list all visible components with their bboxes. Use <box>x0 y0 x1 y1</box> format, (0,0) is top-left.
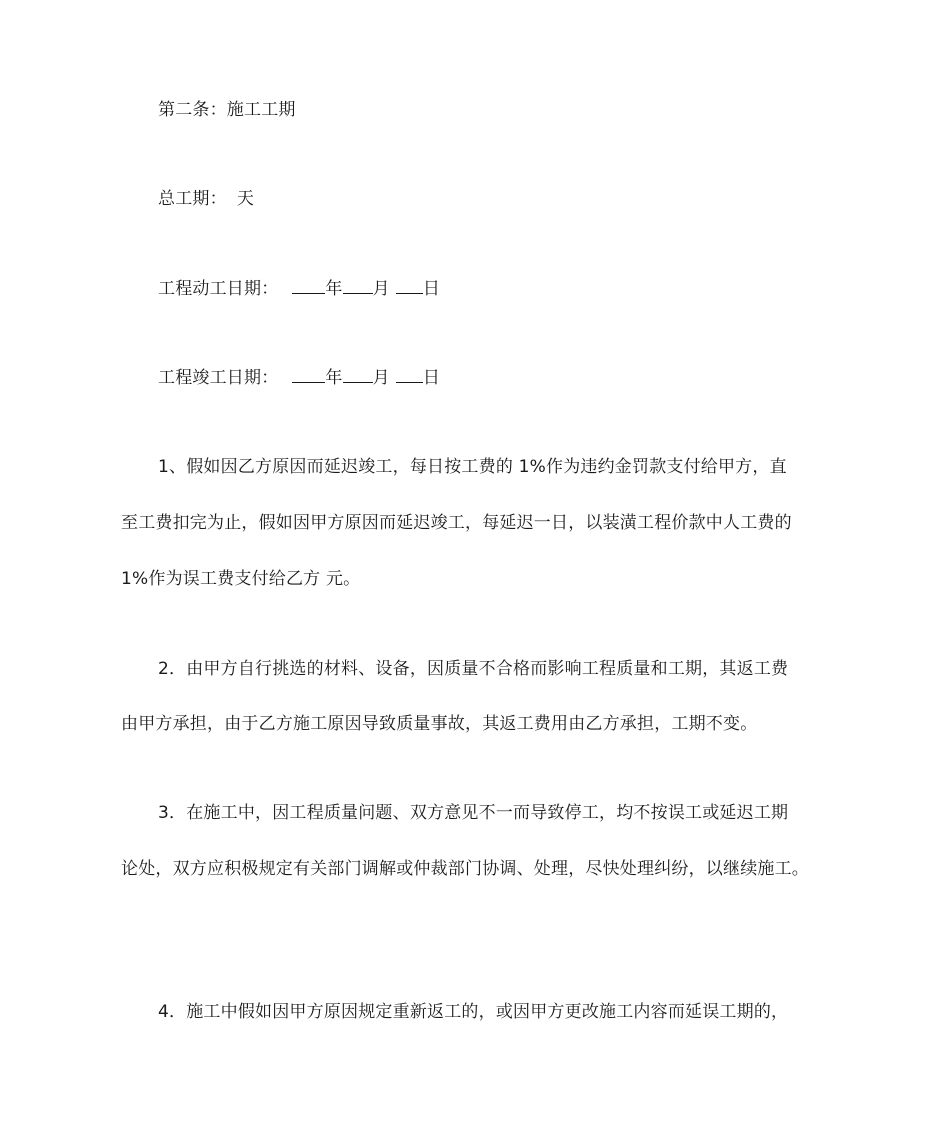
start-year-text: 年 <box>325 279 343 299</box>
start-day-blank <box>396 277 423 294</box>
end-day-text: 日 <box>422 368 441 388</box>
end-month-blank <box>343 366 373 383</box>
start-day-text: 日 <box>422 279 441 299</box>
total-duration-line <box>158 187 254 211</box>
end-year-blank <box>292 366 325 383</box>
clause-2-line-1: 2．由甲方自行挑选的材料、设备，因质量不合格而影响工程质量和工期，其返工费 <box>158 659 789 679</box>
clause-1-line-1: 1、假如因乙方原因而延迟竣工，每日按工费的 1%作为违约金罚款支付给甲方，直 <box>158 457 787 477</box>
start-month-blank <box>343 277 373 294</box>
total-duration-unit: 天 <box>236 189 255 209</box>
total-duration-label: 总工期： <box>158 189 227 209</box>
end-date-line <box>158 366 440 390</box>
end-date-label: 工程竣工日期： <box>158 368 279 388</box>
end-month-text: 月 <box>372 368 390 388</box>
end-year-text: 年 <box>325 368 343 388</box>
clause-3-line-2: 论处，双方应积极规定有关部门调解或仲裁部门协调、处理，尽快处理纠纷，以继续施工。 <box>121 859 809 879</box>
section-title: 第二条：施工工期 <box>158 100 296 120</box>
end-day-blank <box>396 366 423 383</box>
clause-1-line-3: 1%作为误工费支付给乙方 元。 <box>121 569 361 589</box>
clause-1-line-2: 至工费扣完为止，假如因甲方原因而延迟竣工，每延迟一日，以装潢工程价款中人工费的 <box>121 513 792 533</box>
start-date-line <box>158 277 440 301</box>
start-month-text: 月 <box>372 279 390 299</box>
clause-4-line-1: 4．施工中假如因甲方原因规定重新返工的，或因甲方更改施工内容而延误工期的， <box>158 1002 789 1022</box>
start-date-label: 工程动工日期： <box>158 279 279 299</box>
clause-3-line-1: 3．在施工中，因工程质量问题、双方意见不一而导致停工，均不按误工或延迟工期 <box>158 803 789 823</box>
start-year-blank <box>292 277 325 294</box>
clause-2-line-2: 由甲方承担，由于乙方施工原因导致质量事故，其返工费用由乙方承担，工期不变。 <box>121 714 758 734</box>
